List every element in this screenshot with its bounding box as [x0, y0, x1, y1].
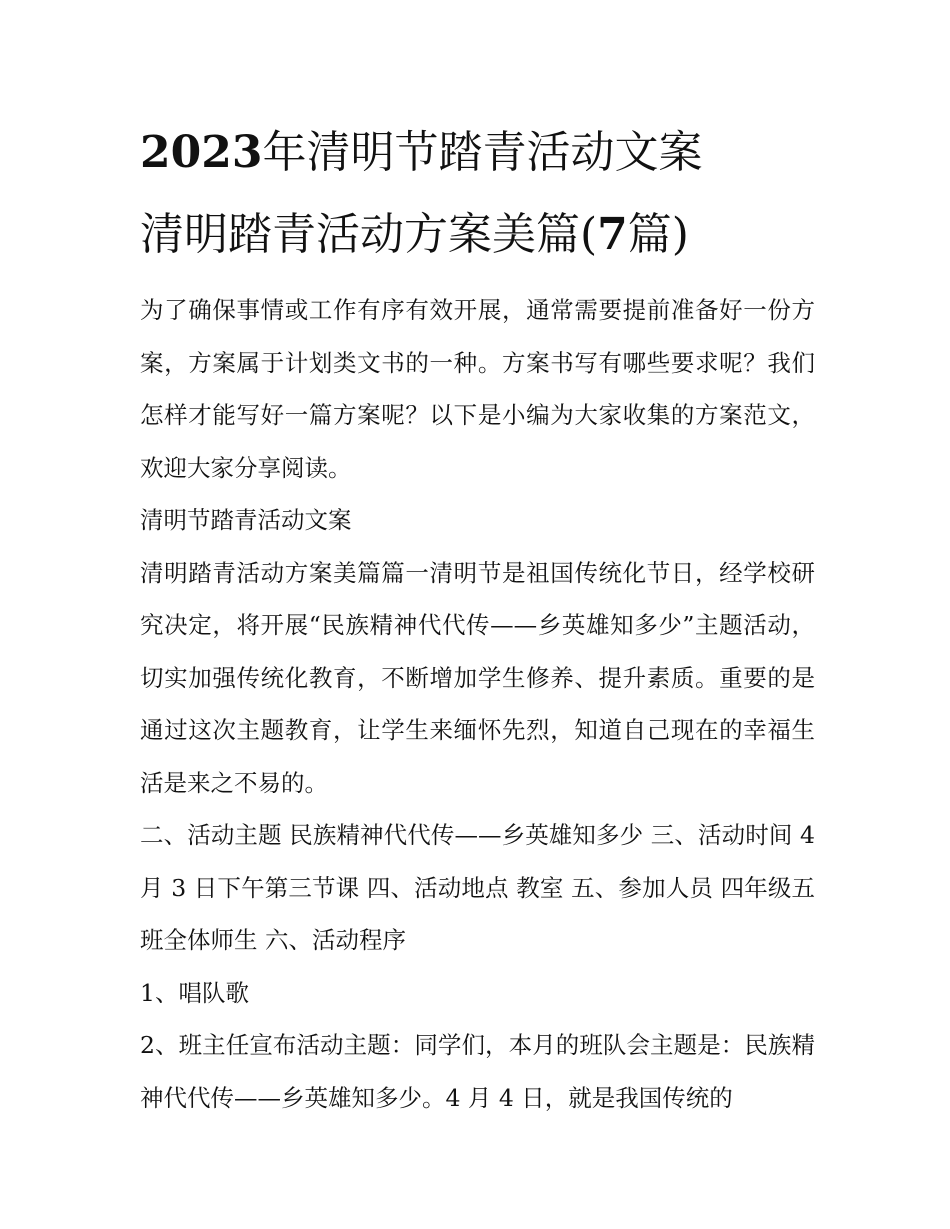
- title-line-2-end: 篇): [627, 209, 689, 260]
- intro-paragraph: 为了确保事情或工作有序有效开展，通常需要提前准备好一份方案，方案属于计划类文书的一种。方案书写有哪些要求呢？我们怎样才能写好一篇方案呢？以下是小编为大家收集的方案范文，欢迎大家分享阅读。: [140, 296, 815, 482]
- body-paragraph: 清明踏青活动方案美篇篇一清明节是祖国传统化节日，经学校研究决定，将开展“民族精神代代传——乡英雄知多少”主题活动，切实加强传统化教育，不断增加学生修养、提升素质。重要的是通过这次主题教育，让学生来缅怀先烈，知道自己现在的幸福生活是来之不易的。: [140, 558, 815, 797]
- title-line-2: [140, 209, 689, 260]
- activity-details-paragraph: 二、活动主题 民族精神代代传——乡英雄知多少 三、活动时间 4 月 3 日下午第三节课 四、活动地点 教室 五、参加人员 四年级五班全体师生 六、活动程序: [140, 821, 815, 954]
- program-item-2: 2、班主任宣布活动主题：同学们，本月的班队会主题是：民族精神代代传——乡英雄知多少。4 月 4 日，就是我国传统的: [140, 1031, 815, 1112]
- section-heading: 清明节踏青活动文案: [140, 506, 352, 534]
- title-line-1: [140, 127, 702, 178]
- program-item-1: 1、唱队歌: [140, 978, 249, 1007]
- document-title: [140, 112, 815, 276]
- document-page: [140, 112, 815, 1124]
- title-line-1-text: 年清明节踏青活动文案: [262, 127, 703, 178]
- title-count: 7: [597, 209, 628, 260]
- title-line-2-text: 清明踏青活动方案美篇(: [140, 209, 598, 260]
- title-year: 2023: [140, 127, 263, 178]
